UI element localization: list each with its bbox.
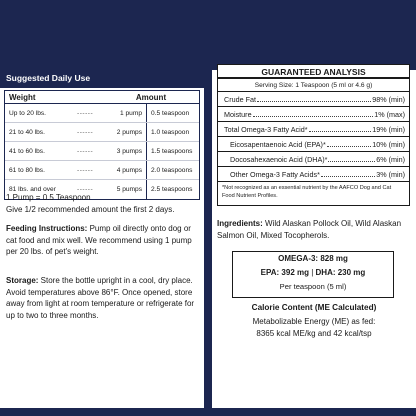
omega3-per-serving: Per teaspoon (5 ml) (279, 282, 347, 291)
dot-leader (309, 131, 372, 132)
feeding-label: Feeding Instructions: (6, 224, 88, 233)
dosage-weight: 81 lbs. and over (9, 186, 56, 193)
ingredients (217, 218, 410, 241)
feeding-text: Pump oil directly onto dog or cat food and mix well. We recommend using 1 pump per 20 lbs. of pet's weight. (6, 224, 192, 256)
first-days-note: Give 1/2 recommended amount the first 2 days. (6, 205, 175, 214)
dosage-pumps: 5 pumps (115, 180, 147, 199)
analysis-row (218, 167, 409, 182)
dosage-teaspoon: 1.0 teaspoon (151, 128, 190, 136)
dot-leader (253, 116, 374, 117)
suggested-daily-use-title: Suggested Daily Use (0, 70, 204, 88)
dosage-pumps: 1 pump (115, 104, 147, 122)
dosage-pumps: 4 pumps (115, 161, 147, 179)
storage-text: Store the bottle upright in a cool, dry place. Avoid temperatures above 86°F. Once opened, store away from light at room temperature or refrigerate for up to two to three months. (6, 276, 195, 320)
dosage-dashes: ------ (77, 166, 94, 174)
guaranteed-analysis-box (217, 64, 410, 206)
header-weight: Weight (9, 92, 36, 102)
dosage-weight: 41 to 60 lbs. (9, 147, 45, 155)
calorie-line-2: 8365 kcal ME/kg and 42 kcal/tsp (256, 328, 372, 338)
analysis-row (218, 137, 409, 152)
analysis-footnote: *Not recognized as an essential nutrient by the AAFCO Dog and Cat Food Nutrient Profiles. (222, 185, 392, 199)
dosage-dashes: ------ (77, 109, 94, 117)
omega3-separator: | (308, 268, 316, 277)
pump-equivalence: 1 Pump = 0.5 Teaspoon (6, 193, 91, 202)
dha-value: DHA: 230 mg (315, 268, 366, 277)
dosage-dashes: ------ (77, 186, 94, 193)
dosage-pumps: 2 pumps (115, 123, 147, 141)
header-amount: Amount (135, 92, 167, 102)
omega3-breakdown (233, 266, 393, 280)
dosage-row (5, 142, 199, 161)
analysis-label: Moisture (224, 110, 252, 119)
ingredients-text: Wild Alaskan Pollock Oil, Wild Alaskan Salmon Oil, Mixed Tocopherols. (217, 219, 402, 240)
analysis-label: Eicosapentaenoic Acid (EPA)* (230, 140, 326, 149)
dosage-table-header (5, 91, 199, 104)
guaranteed-analysis-title: GUARANTEED ANALYSIS (218, 65, 409, 79)
dosage-row (5, 123, 199, 142)
omega3-total: OMEGA-3: 828 mg (278, 254, 348, 263)
analysis-value: 10% (min) (372, 140, 405, 149)
dot-leader (327, 146, 371, 147)
dot-leader (328, 161, 375, 162)
omega3-box (232, 251, 394, 298)
serving-size: Serving Size: 1 Teaspoon (5 ml or 4.6 g) (218, 79, 409, 92)
calorie-content-title: Calorie Content (ME Calculated) (251, 303, 377, 312)
analysis-row (218, 122, 409, 137)
analysis-value: 3% (min) (376, 170, 405, 179)
analysis-label: Total Omega-3 Fatty Acid* (224, 125, 308, 134)
dosage-table (4, 90, 200, 200)
ingredients-label: Ingredients: (217, 219, 263, 228)
storage-label: Storage: (6, 276, 39, 285)
analysis-row (218, 152, 409, 167)
dosage-weight: 21 to 40 lbs. (9, 128, 45, 136)
epa-value: EPA: 392 mg (260, 268, 309, 277)
storage-instructions (6, 275, 200, 321)
panel-divider (204, 0, 212, 416)
calorie-line-1: Metabolizable Energy (ME) as fed: (252, 317, 376, 326)
left-header-band (0, 0, 204, 70)
analysis-value: 19% (min) (372, 125, 405, 134)
dosage-teaspoon: 1.5 teaspoons (151, 147, 193, 155)
dot-leader (321, 176, 375, 177)
analysis-value: 6% (min) (376, 155, 405, 164)
dosage-pumps: 3 pumps (115, 142, 147, 160)
dosage-row (5, 104, 199, 123)
dosage-dashes: ------ (77, 128, 94, 136)
analysis-row (218, 92, 409, 107)
feeding-instructions (6, 223, 200, 258)
dosage-teaspoon: 0.5 teaspoon (151, 109, 190, 117)
analysis-label: Docosahexaenoic Acid (DHA)* (230, 155, 328, 164)
dosage-table-body (5, 104, 199, 199)
calorie-content-text (212, 316, 416, 339)
dosage-weight: Up to 20 lbs. (9, 109, 47, 117)
dosage-teaspoon: 2.0 teaspoons (151, 166, 193, 174)
analysis-label: Other Omega-3 Fatty Acids* (230, 170, 320, 179)
analysis-value: 1% (max) (374, 110, 405, 119)
dot-leader (257, 101, 371, 102)
dosage-dashes: ------ (77, 147, 94, 155)
right-header-band (212, 0, 416, 70)
analysis-rows (218, 92, 409, 182)
dosage-row (5, 161, 199, 180)
analysis-row (218, 107, 409, 122)
bottom-strip (0, 408, 416, 416)
dosage-weight: 61 to 80 lbs. (9, 166, 45, 174)
dosage-teaspoon: 2.5 teaspoons (151, 186, 193, 193)
analysis-value: 98% (min) (372, 95, 405, 104)
analysis-label: Crude Fat (224, 95, 256, 104)
